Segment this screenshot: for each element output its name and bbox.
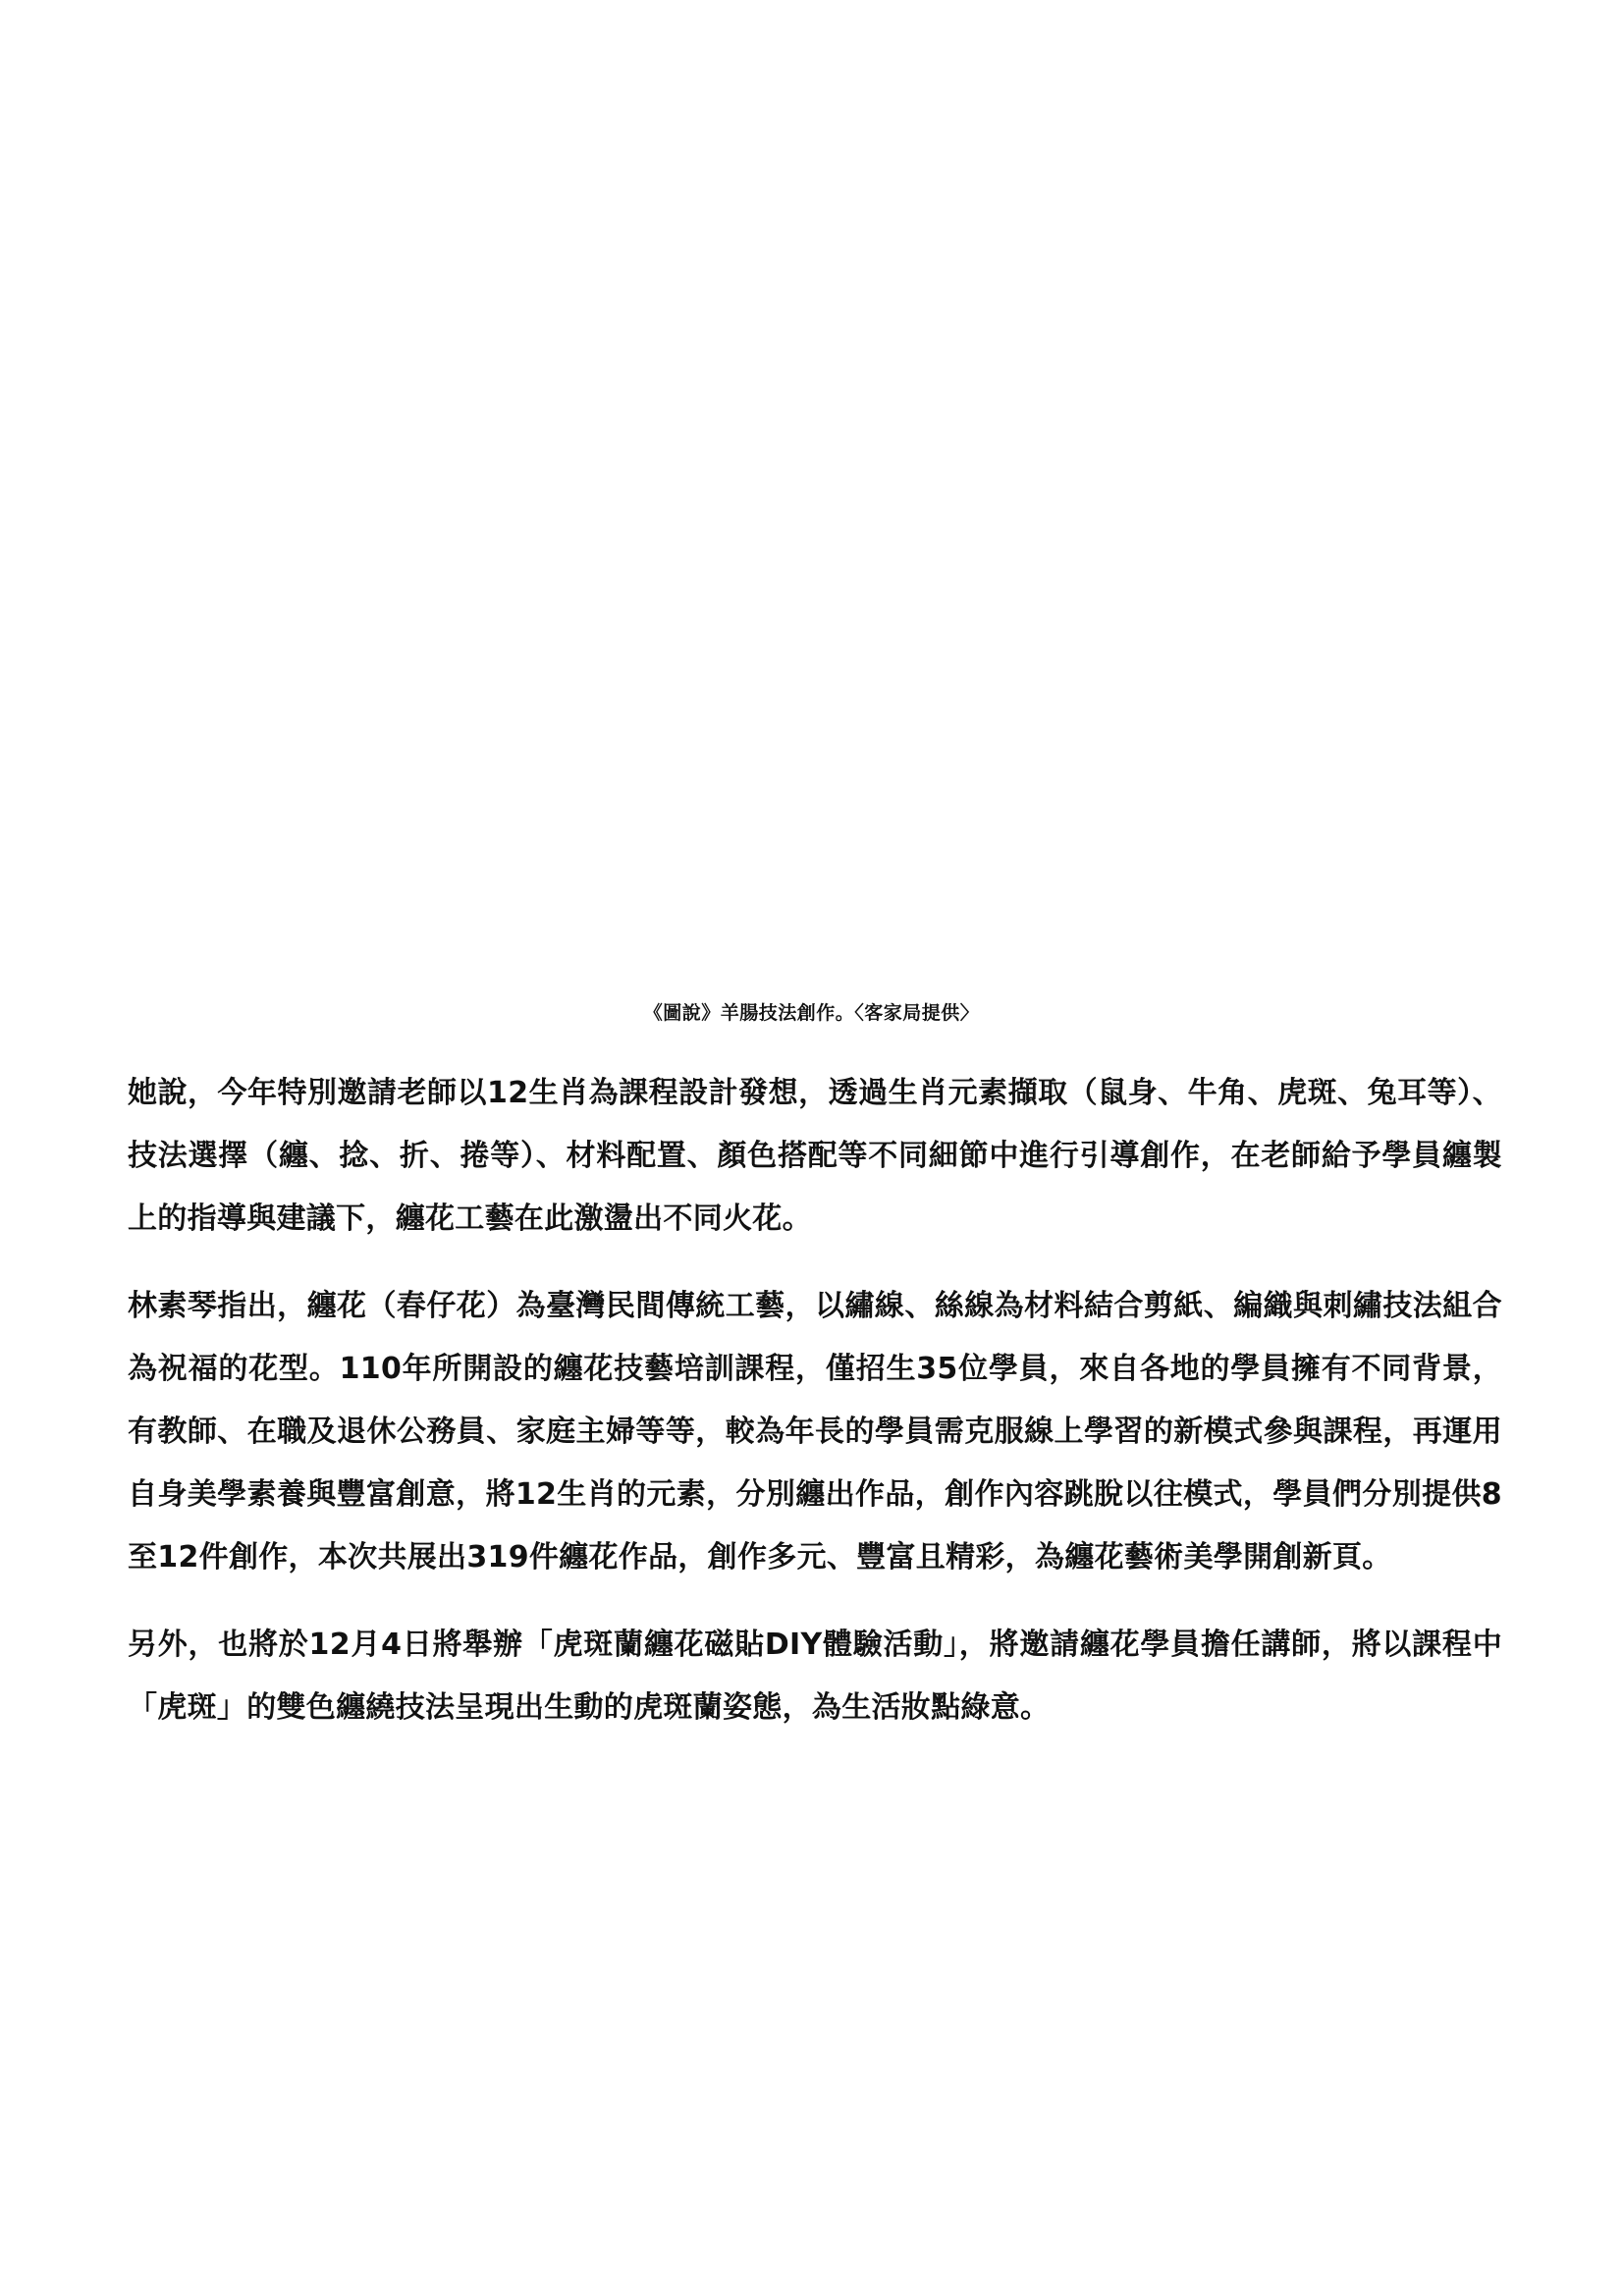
figure-caption: 《圖說》羊腸技法創作。〈客家局提供〉 <box>643 1002 980 1024</box>
paragraph-diy-event: 另外，也將於12月4日將舉辦「虎斑蘭纏花磁貼DIY體驗活動」，將邀請纏花學員擔任講師，將以課程中「虎斑」的雙色纏繞技法呈現出生動的虎斑蘭姿態，為生活妝點綠意。 <box>128 1628 1502 1725</box>
article-body <box>128 1062 1502 1764</box>
paragraph-course-design: 她說，今年特別邀請老師以12生肖為課程設計發想，透過生肖元素擷取（鼠身、牛角、虎斑、兔耳等）、技法選擇（纏、捻、折、捲等）、材料配置、顏色搭配等不同細節中進行引導創作，在老師給予學員纏製上的指導與建議下，纏花工藝在此激盪出不同火花。 <box>128 1076 1502 1236</box>
figure-image-area <box>128 79 1495 982</box>
paragraph-craft-background: 林素琴指出，纏花（春仔花）為臺灣民間傳統工藝，以繡線、絲線為材料結合剪紙、編織與刺繡技法組合為祝福的花型。110年所開設的纏花技藝培訓課程，僅招生35位學員，來自各地的學員擁有不同背景，有教師、在職及退休公務員、家庭主婦等等，較為年長的學員需克服線上學習的新模式參與課程，再運用自身美學素養與豐富創意，將12生肖的元素，分別纏出作品，創作內容跳脫以往模式，學員們分別提供8至12件創作，本次共展出319件纏花作品，創作多元、豐富且精彩，為纏花藝術美學開創新頁。 <box>128 1289 1502 1575</box>
